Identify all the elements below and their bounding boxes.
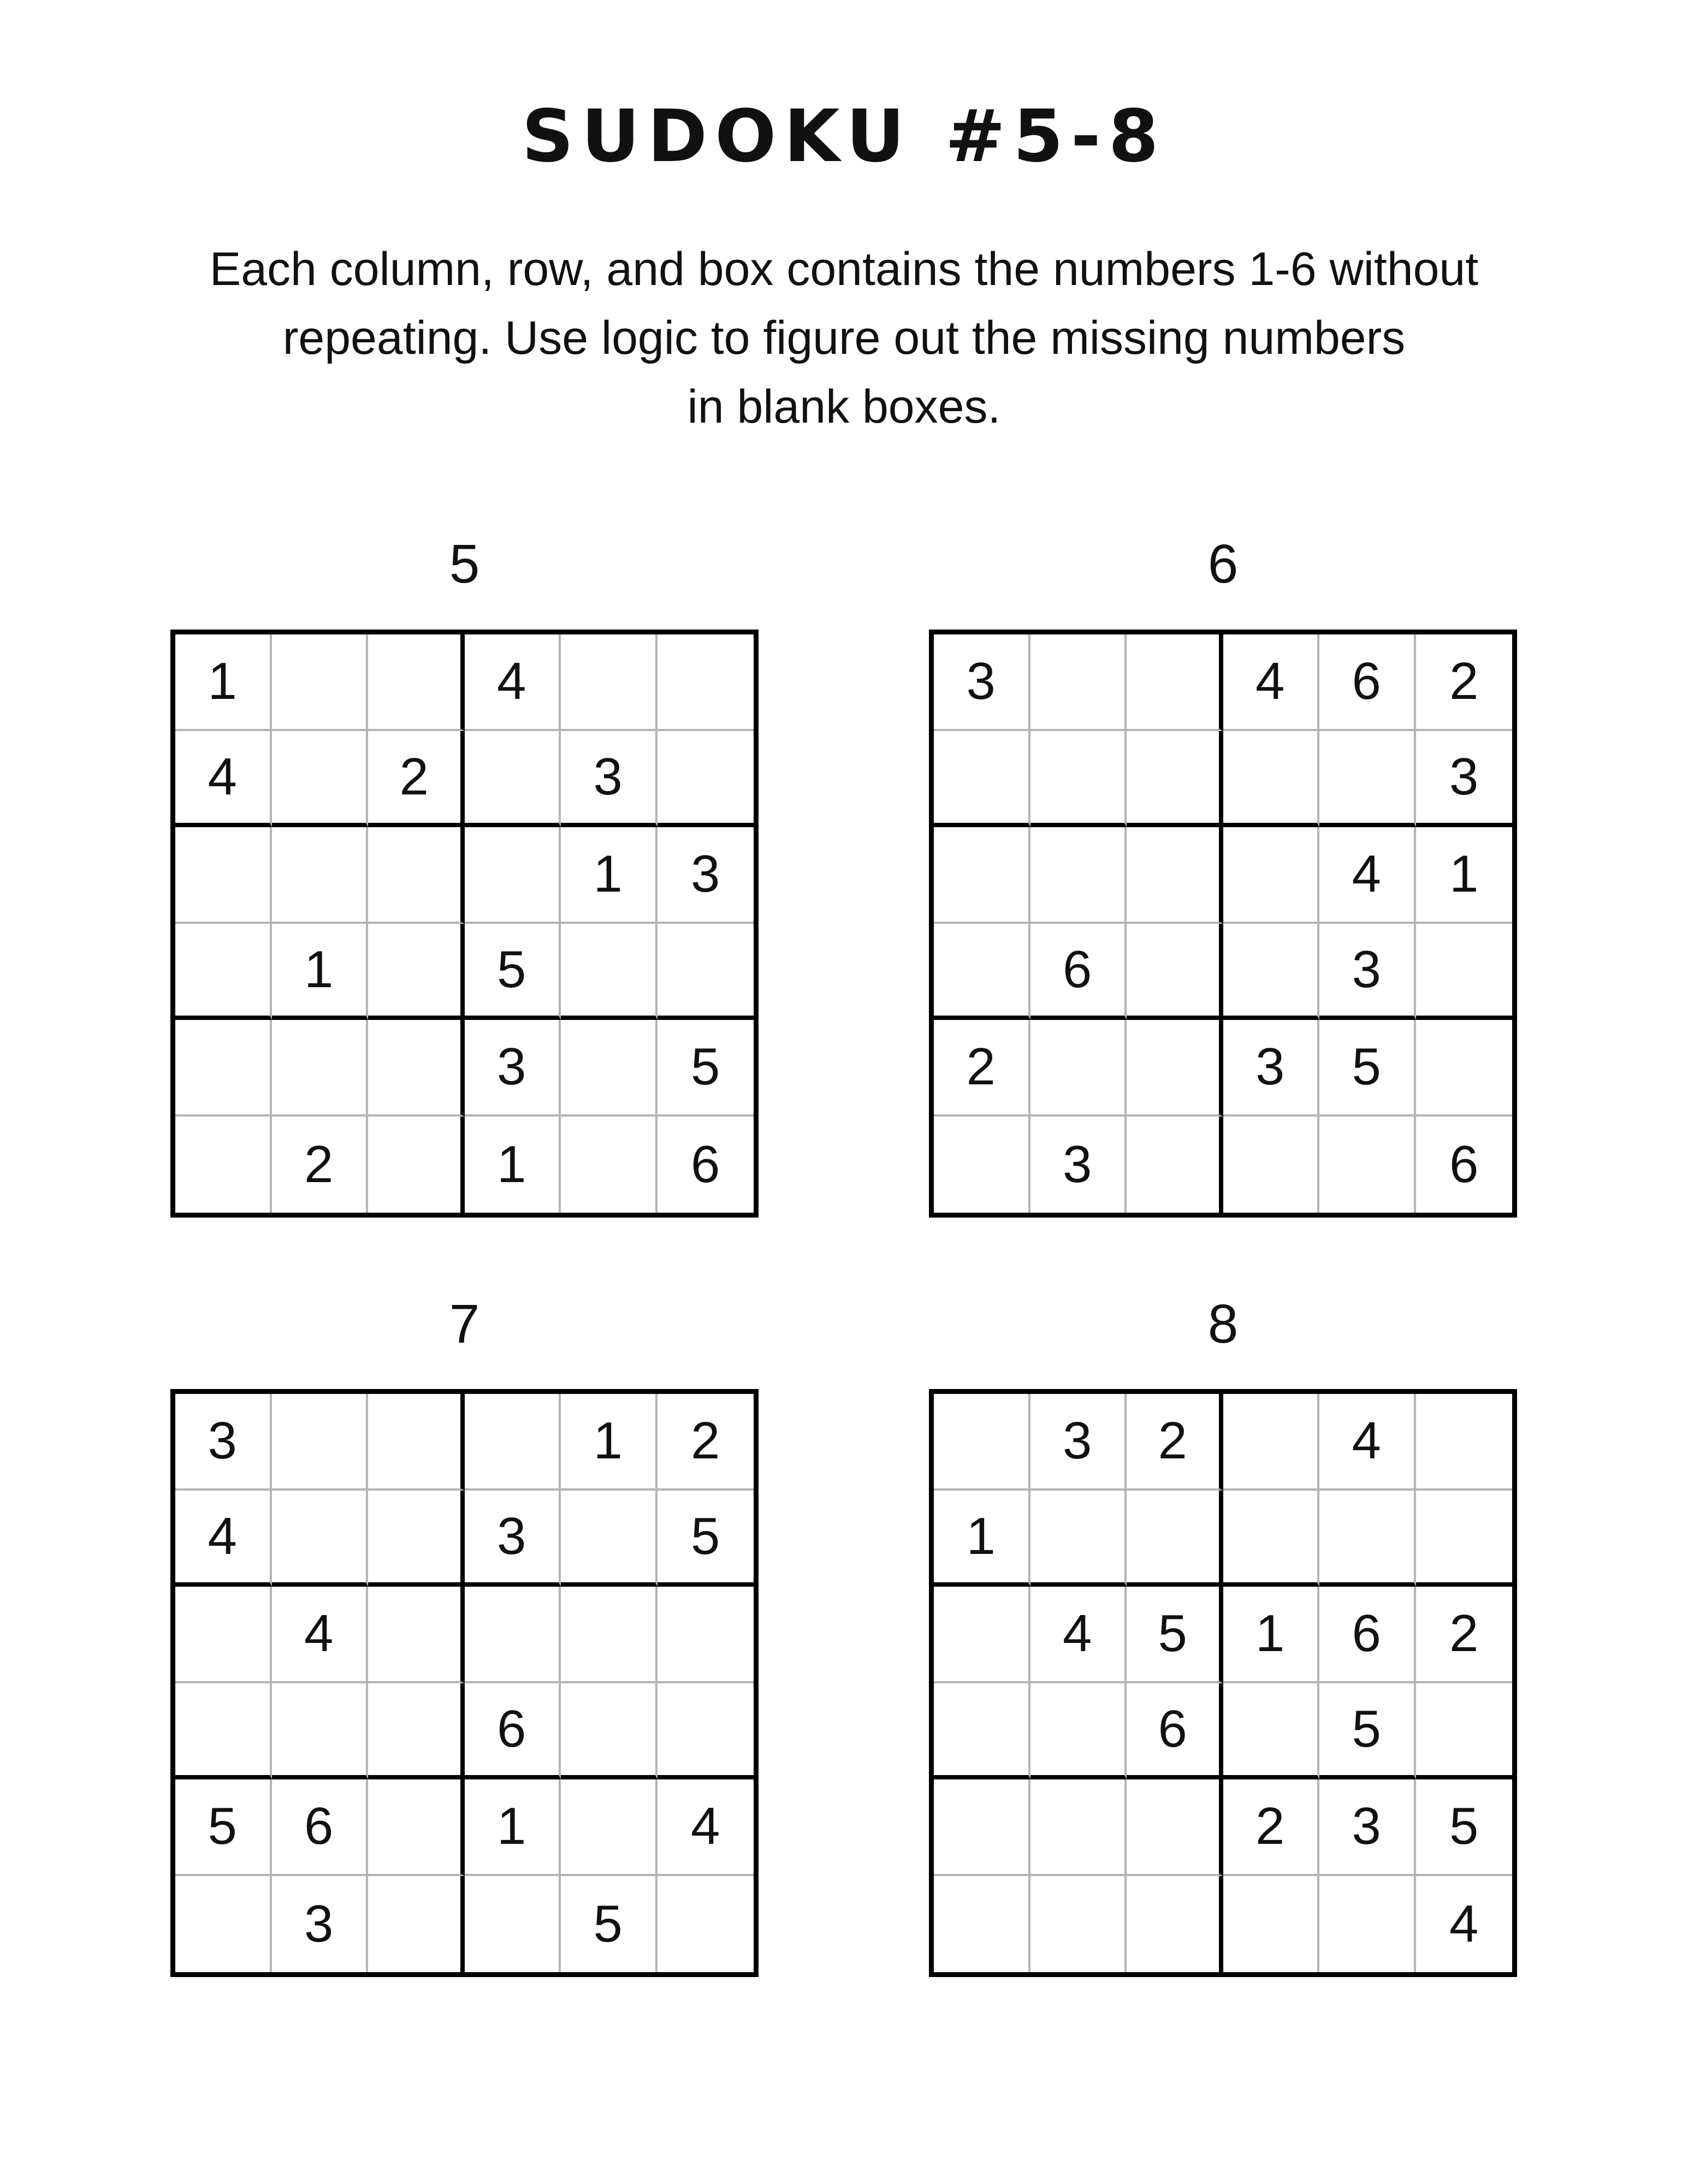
sudoku-cell	[561, 1779, 658, 1876]
sudoku-cell	[561, 634, 658, 731]
sudoku-cell	[368, 1587, 465, 1683]
page-title: SUDOKU #5-8	[522, 94, 1166, 179]
sudoku-cell	[1127, 827, 1223, 924]
sudoku-cell	[1223, 1117, 1320, 1213]
sudoku-cell: 2	[1416, 1587, 1513, 1683]
sudoku-cell	[1319, 1491, 1416, 1587]
sudoku-cell: 4	[1223, 634, 1320, 731]
sudoku-cell	[1127, 1779, 1223, 1876]
sudoku-cell: 2	[658, 1394, 754, 1491]
sudoku-cell	[272, 1020, 369, 1117]
sudoku-cell	[561, 1587, 658, 1683]
sudoku-cell: 3	[465, 1020, 561, 1117]
sudoku-cell	[175, 1587, 272, 1683]
sudoku-cell	[272, 634, 369, 731]
sudoku-cell	[368, 1779, 465, 1876]
sudoku-cell	[658, 924, 754, 1020]
sudoku-cell	[934, 1587, 1030, 1683]
sudoku-cell: 3	[1416, 731, 1513, 828]
sudoku-cell: 5	[1319, 1020, 1416, 1117]
sudoku-grid	[929, 630, 1517, 1218]
sudoku-cell	[465, 731, 561, 828]
sudoku-cell	[272, 1491, 369, 1587]
sudoku-cell: 3	[175, 1394, 272, 1491]
sudoku-cell	[175, 1117, 272, 1213]
sudoku-cell	[1127, 1876, 1223, 1973]
sudoku-cell	[934, 924, 1030, 1020]
sudoku-cell	[175, 924, 272, 1020]
sudoku-cell	[1030, 1876, 1127, 1973]
sudoku-cell	[1030, 1020, 1127, 1117]
puzzle-label: 6	[1207, 533, 1239, 595]
sudoku-cell: 2	[1416, 634, 1513, 731]
sudoku-cell	[272, 731, 369, 828]
sudoku-cell	[561, 1491, 658, 1587]
sudoku-cell: 5	[1127, 1587, 1223, 1683]
sudoku-cell	[1223, 924, 1320, 1020]
sudoku-cell	[368, 634, 465, 731]
sudoku-cell: 1	[465, 1779, 561, 1876]
sudoku-cell	[1030, 634, 1127, 731]
sudoku-cell: 6	[691, 1135, 720, 1194]
sudoku-cell: 3	[1030, 1394, 1127, 1491]
sudoku-cell	[1030, 731, 1127, 828]
sudoku-cell	[1223, 731, 1320, 828]
sudoku-cell: 5	[1416, 1779, 1513, 1876]
sudoku-cell	[1223, 827, 1320, 924]
sudoku-cell: 6	[465, 1683, 561, 1780]
sudoku-cell	[368, 1020, 465, 1117]
sudoku-cell: 4	[175, 1491, 272, 1587]
sudoku-cell: 5	[658, 1491, 754, 1587]
sudoku-cell	[1223, 1394, 1320, 1491]
sudoku-cell: 6	[1030, 924, 1127, 1020]
sudoku-cell	[175, 1683, 272, 1780]
sudoku-cell: 1	[1223, 1587, 1320, 1683]
sudoku-cell	[934, 1683, 1030, 1780]
sudoku-cell: 2	[272, 1117, 369, 1213]
sudoku-cell	[175, 1020, 272, 1117]
sudoku-cell: 5	[561, 1876, 658, 1973]
sudoku-cell: 5	[465, 924, 561, 1020]
sudoku-cell	[934, 1876, 1030, 1973]
sudoku-cell: 2	[368, 731, 465, 828]
sudoku-cell	[1319, 731, 1416, 828]
sudoku-cell	[368, 1876, 465, 1973]
sudoku-cell	[368, 827, 465, 924]
puzzle-label: 8	[1207, 1293, 1239, 1355]
sudoku-cell: 3	[1223, 1020, 1320, 1117]
sudoku-cell	[561, 924, 658, 1020]
sudoku-cell	[658, 634, 754, 731]
sudoku-cell: 3	[272, 1876, 369, 1973]
sudoku-cell: 3	[1319, 1779, 1416, 1876]
sudoku-cell	[1416, 1491, 1513, 1587]
sudoku-cell: 1	[561, 1394, 658, 1491]
sudoku-cell	[1319, 1117, 1416, 1213]
sudoku-cell: 1	[272, 924, 369, 1020]
sudoku-cell	[1127, 1491, 1223, 1587]
sudoku-cell	[368, 1394, 465, 1491]
sudoku-cell: 5	[658, 1020, 754, 1117]
sudoku-cell	[1030, 1683, 1127, 1780]
instructions-line-1: Each column, row, and box contains the numbers 1-6 without	[209, 243, 1479, 295]
sudoku-grid	[170, 1389, 759, 1977]
sudoku-cell	[1319, 1876, 1416, 1973]
sudoku-cell	[368, 924, 465, 1020]
sudoku-cell	[1030, 1491, 1127, 1587]
sudoku-cell: 6	[272, 1779, 369, 1876]
sudoku-cell	[272, 1394, 369, 1491]
instructions-line-2: repeating. Use logic to figure out the missing numbers	[282, 312, 1406, 364]
sudoku-cell: 4	[272, 1587, 369, 1683]
sudoku-cell: 4	[1319, 1394, 1416, 1491]
sudoku-cell: 3	[658, 827, 754, 924]
sudoku-cell: 6	[1319, 1587, 1416, 1683]
sudoku-cell	[561, 1020, 658, 1117]
sudoku-cell: 1	[465, 1117, 561, 1213]
sudoku-cell: 4	[465, 634, 561, 731]
sudoku-cell: 1	[175, 634, 272, 731]
sudoku-cell	[368, 1683, 465, 1780]
sudoku-cell	[465, 1394, 561, 1491]
sudoku-cell: 5	[1319, 1683, 1416, 1780]
sudoku-cell: 1	[1416, 827, 1513, 924]
sudoku-cell	[1127, 924, 1223, 1020]
sudoku-cell	[1127, 634, 1223, 731]
sudoku-cell: 3	[465, 1491, 561, 1587]
puzzle-label: 5	[449, 533, 480, 595]
sudoku-cell	[658, 1587, 754, 1683]
sudoku-cell	[1127, 1117, 1223, 1213]
sudoku-cell	[1127, 1020, 1223, 1117]
sudoku-cell	[1030, 1779, 1127, 1876]
sudoku-cell: 5	[175, 1779, 272, 1876]
sudoku-cell	[465, 1876, 561, 1973]
sudoku-grid	[929, 1389, 1517, 1977]
sudoku-cell: 6	[1319, 634, 1416, 731]
sudoku-cell	[1416, 1683, 1513, 1780]
sudoku-cell	[934, 731, 1030, 828]
sudoku-cell	[658, 1683, 754, 1780]
sudoku-cell: 2	[1223, 1779, 1320, 1876]
sudoku-grid	[170, 630, 759, 1218]
sudoku-cell: 4	[1449, 1894, 1479, 1953]
sudoku-cell: 4	[175, 731, 272, 828]
sudoku-cell	[658, 1876, 754, 1973]
sudoku-cell: 6	[1449, 1135, 1479, 1194]
sudoku-cell	[175, 827, 272, 924]
sudoku-cell	[561, 1683, 658, 1780]
sudoku-cell	[1223, 1491, 1320, 1587]
sudoku-cell	[175, 1876, 272, 1973]
sudoku-cell	[465, 827, 561, 924]
sudoku-cell	[658, 731, 754, 828]
sudoku-cell	[1030, 827, 1127, 924]
sudoku-cell	[561, 1117, 658, 1213]
sudoku-cell	[465, 1587, 561, 1683]
sudoku-cell: 4	[1030, 1587, 1127, 1683]
sudoku-cell	[1416, 924, 1513, 1020]
sudoku-cell: 3	[1030, 1117, 1127, 1213]
sudoku-cell: 4	[658, 1779, 754, 1876]
sudoku-cell	[934, 827, 1030, 924]
sudoku-cell	[1223, 1876, 1320, 1973]
sudoku-cell: 3	[561, 731, 658, 828]
sudoku-cell	[272, 1683, 369, 1780]
sudoku-cell: 2	[934, 1020, 1030, 1117]
puzzle-label: 7	[449, 1293, 480, 1355]
instructions-line-3: in blank boxes.	[687, 381, 1001, 433]
sudoku-cell: 1	[561, 827, 658, 924]
instructions	[137, 235, 1551, 441]
sudoku-cell	[368, 1491, 465, 1587]
sudoku-cell: 1	[934, 1491, 1030, 1587]
sudoku-cell	[1127, 731, 1223, 828]
sudoku-cell: 6	[1127, 1683, 1223, 1780]
sudoku-cell	[272, 827, 369, 924]
sudoku-cell	[1223, 1683, 1320, 1780]
sudoku-cell	[934, 1779, 1030, 1876]
sudoku-cell	[368, 1117, 465, 1213]
sudoku-cell	[934, 1394, 1030, 1491]
sudoku-cell	[1416, 1394, 1513, 1491]
sudoku-cell: 3	[934, 634, 1030, 731]
sudoku-cell	[1416, 1020, 1513, 1117]
sudoku-cell	[934, 1117, 1030, 1213]
sudoku-cell: 4	[1319, 827, 1416, 924]
sudoku-cell: 2	[1127, 1394, 1223, 1491]
sudoku-cell: 3	[1319, 924, 1416, 1020]
